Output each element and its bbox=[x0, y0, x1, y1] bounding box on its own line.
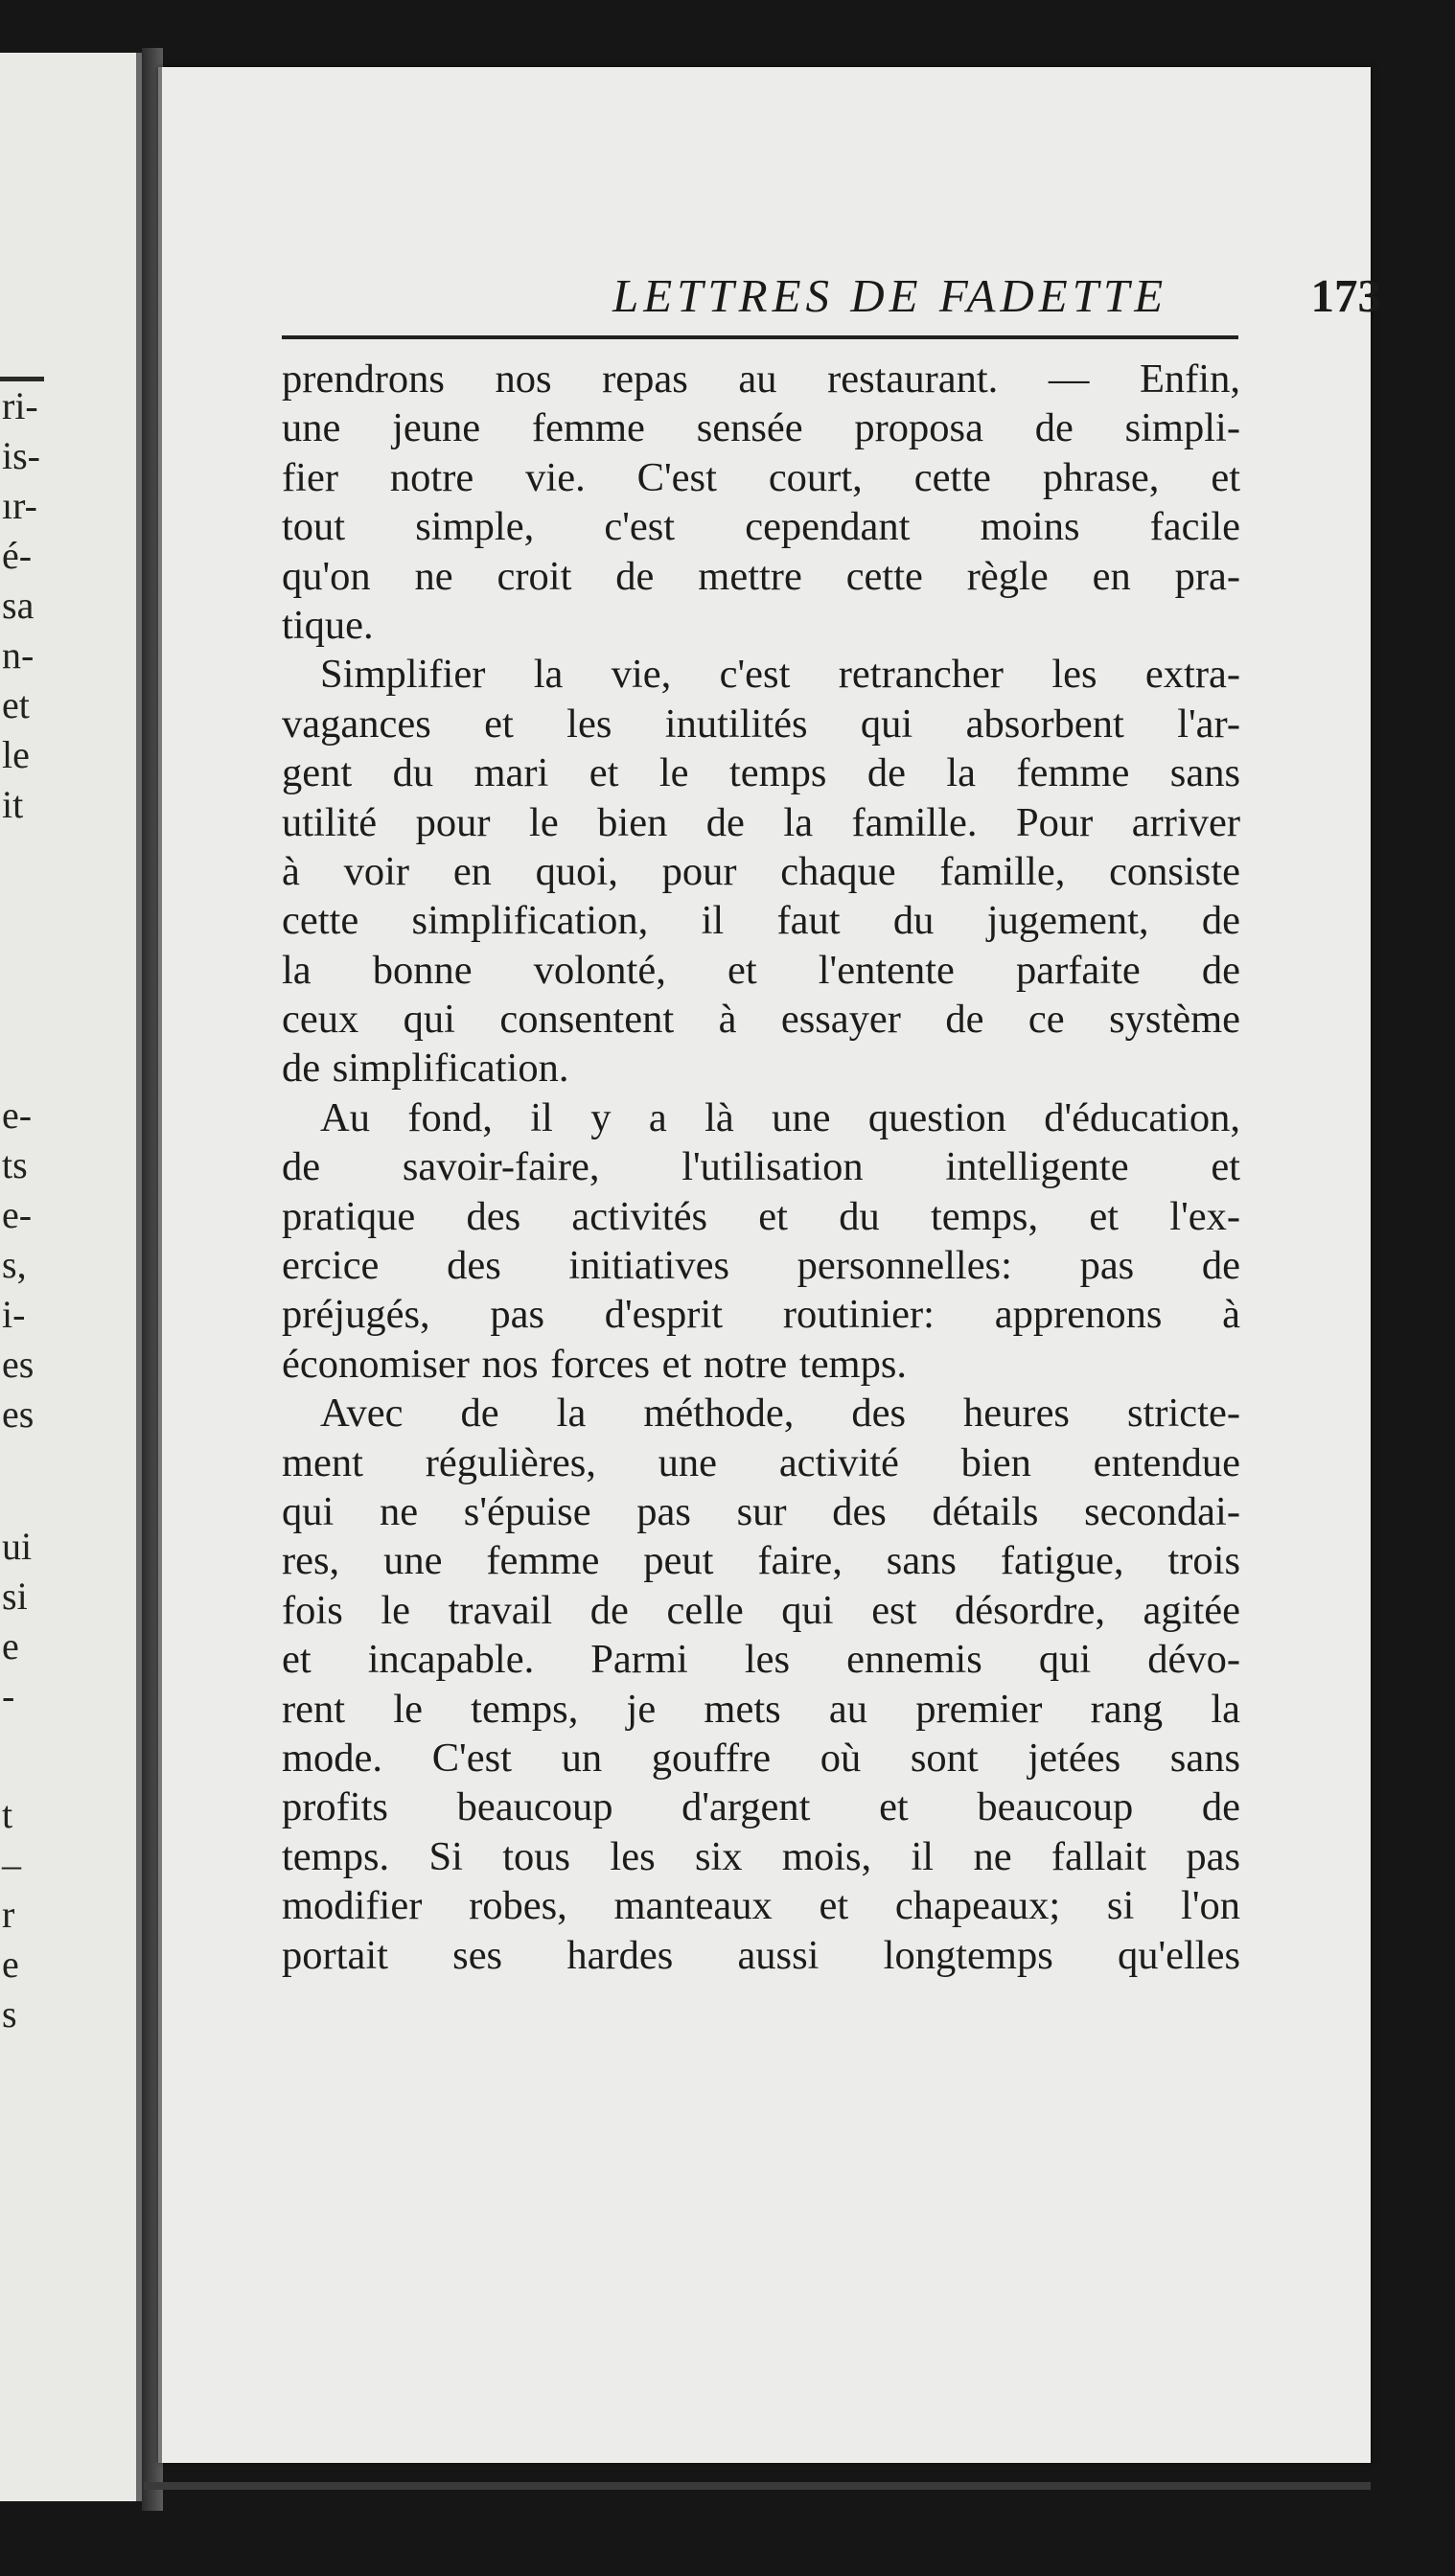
running-title: LETTRES DE FADETTE bbox=[612, 269, 1168, 322]
text-line: fois le travail de celle qui est désordre, agitée bbox=[282, 1587, 1240, 1633]
previous-page-fragment: i- bbox=[2, 1293, 26, 1336]
previous-page-fragment: s, bbox=[2, 1243, 27, 1286]
text-line: mode. C'est un gouffre où sont jetées sans bbox=[282, 1735, 1240, 1781]
text-line: de simplification. bbox=[282, 1046, 569, 1092]
text-line: et incapable. Parmi les ennemis qui dévo- bbox=[282, 1637, 1240, 1683]
previous-page-fragment: – bbox=[2, 1843, 21, 1886]
previous-page-fragment: ts bbox=[2, 1143, 28, 1186]
page-bottom-edge bbox=[144, 2482, 1371, 2490]
previous-page-header-rule bbox=[0, 377, 44, 381]
text-line: une jeune femme sensée proposa de simpli- bbox=[282, 405, 1240, 451]
page-header bbox=[450, 268, 1398, 345]
text-line: modifier robes, manteaux et chapeaux; si l'on bbox=[282, 1883, 1240, 1929]
previous-page-fragment: r bbox=[2, 1893, 15, 1936]
page-number: 173 bbox=[1310, 269, 1381, 322]
previous-page-fragment: ri- bbox=[2, 384, 38, 427]
text-line: ceux qui consentent à essayer de ce système bbox=[282, 997, 1240, 1043]
text-line: gent du mari et le temps de la femme sans bbox=[282, 750, 1240, 796]
previous-page-fragment: e bbox=[2, 1624, 19, 1668]
header-rule bbox=[282, 335, 1238, 339]
previous-page-fragment: it bbox=[2, 783, 24, 826]
previous-page-fragment: es bbox=[2, 1343, 35, 1386]
previous-page-fragment: n- bbox=[2, 633, 35, 677]
text-line: fier notre vie. C'est court, cette phrase, et bbox=[282, 454, 1240, 500]
previous-page-fragment: et bbox=[2, 683, 30, 726]
text-line: res, une femme peut faire, sans fatigue, trois bbox=[282, 1538, 1240, 1584]
previous-page-fragment: sa bbox=[2, 584, 35, 627]
text-line: économiser nos forces et notre temps. bbox=[282, 1341, 908, 1387]
text-line: tout simple, c'est cependant moins facile bbox=[282, 504, 1240, 550]
previous-page-fragment: t bbox=[2, 1793, 13, 1836]
previous-page-fragment: e bbox=[2, 1943, 19, 1986]
text-line: ment régulières, une activité bien entendue bbox=[282, 1439, 1240, 1485]
text-line: vagances et les inutilités qui absorbent l'ar- bbox=[282, 701, 1240, 747]
text-line: rent le temps, je mets au premier rang la bbox=[282, 1686, 1240, 1732]
text-line: utilité pour le bien de la famille. Pour arriver bbox=[282, 799, 1240, 845]
text-line: de savoir-faire, l'utilisation intelligente et bbox=[282, 1144, 1240, 1190]
text-line: qu'on ne croit de mettre cette règle en pra- bbox=[282, 553, 1240, 599]
text-line: Avec de la méthode, des heures stricte- bbox=[320, 1391, 1240, 1437]
previous-page-fragment: s bbox=[2, 1992, 17, 2036]
text-line: pratique des activités et du temps, et l'ex- bbox=[282, 1193, 1240, 1239]
previous-page-fragment: is- bbox=[2, 434, 40, 477]
text-line: qui ne s'épuise pas sur des détails secondai- bbox=[282, 1488, 1240, 1534]
previous-page-fragment: ır- bbox=[2, 484, 37, 527]
text-line: portait ses hardes aussi longtemps qu'elles bbox=[282, 1932, 1240, 1978]
previous-page-fragment: es bbox=[2, 1392, 35, 1436]
text-line: tique. bbox=[282, 602, 374, 648]
previous-page-fragment: é- bbox=[2, 534, 33, 577]
text-line: Simplifier la vie, c'est retrancher les extra- bbox=[320, 652, 1240, 698]
previous-page-fragment: si bbox=[2, 1575, 28, 1618]
previous-page-fragment: - bbox=[2, 1674, 15, 1717]
previous-page-fragment: e- bbox=[2, 1193, 33, 1236]
text-line: prendrons nos repas au restaurant. — Enfin, bbox=[282, 356, 1240, 402]
text-line: préjugés, pas d'esprit routinier: apprenons à bbox=[282, 1292, 1240, 1338]
previous-page-fragment: ui bbox=[2, 1525, 33, 1568]
book-page bbox=[158, 67, 1381, 2463]
text-line: ercice des initiatives personnelles: pas de bbox=[282, 1243, 1240, 1289]
text-line: la bonne volonté, et l'entente parfaite de bbox=[282, 947, 1240, 993]
text-line: profits beaucoup d'argent et beaucoup de bbox=[282, 1784, 1240, 1830]
previous-page-edge bbox=[0, 53, 142, 2501]
previous-page-fragment: le bbox=[2, 733, 30, 776]
body-text bbox=[282, 355, 1240, 1980]
text-line: à voir en quoi, pour chaque famille, consiste bbox=[282, 848, 1240, 894]
text-line: cette simplification, il faut du jugement, de bbox=[282, 898, 1240, 944]
text-line: temps. Si tous les six mois, il ne fallait pas bbox=[282, 1833, 1240, 1879]
previous-page-fragment: e- bbox=[2, 1093, 33, 1137]
text-line: Au fond, il y a là une question d'éducation, bbox=[320, 1094, 1240, 1140]
